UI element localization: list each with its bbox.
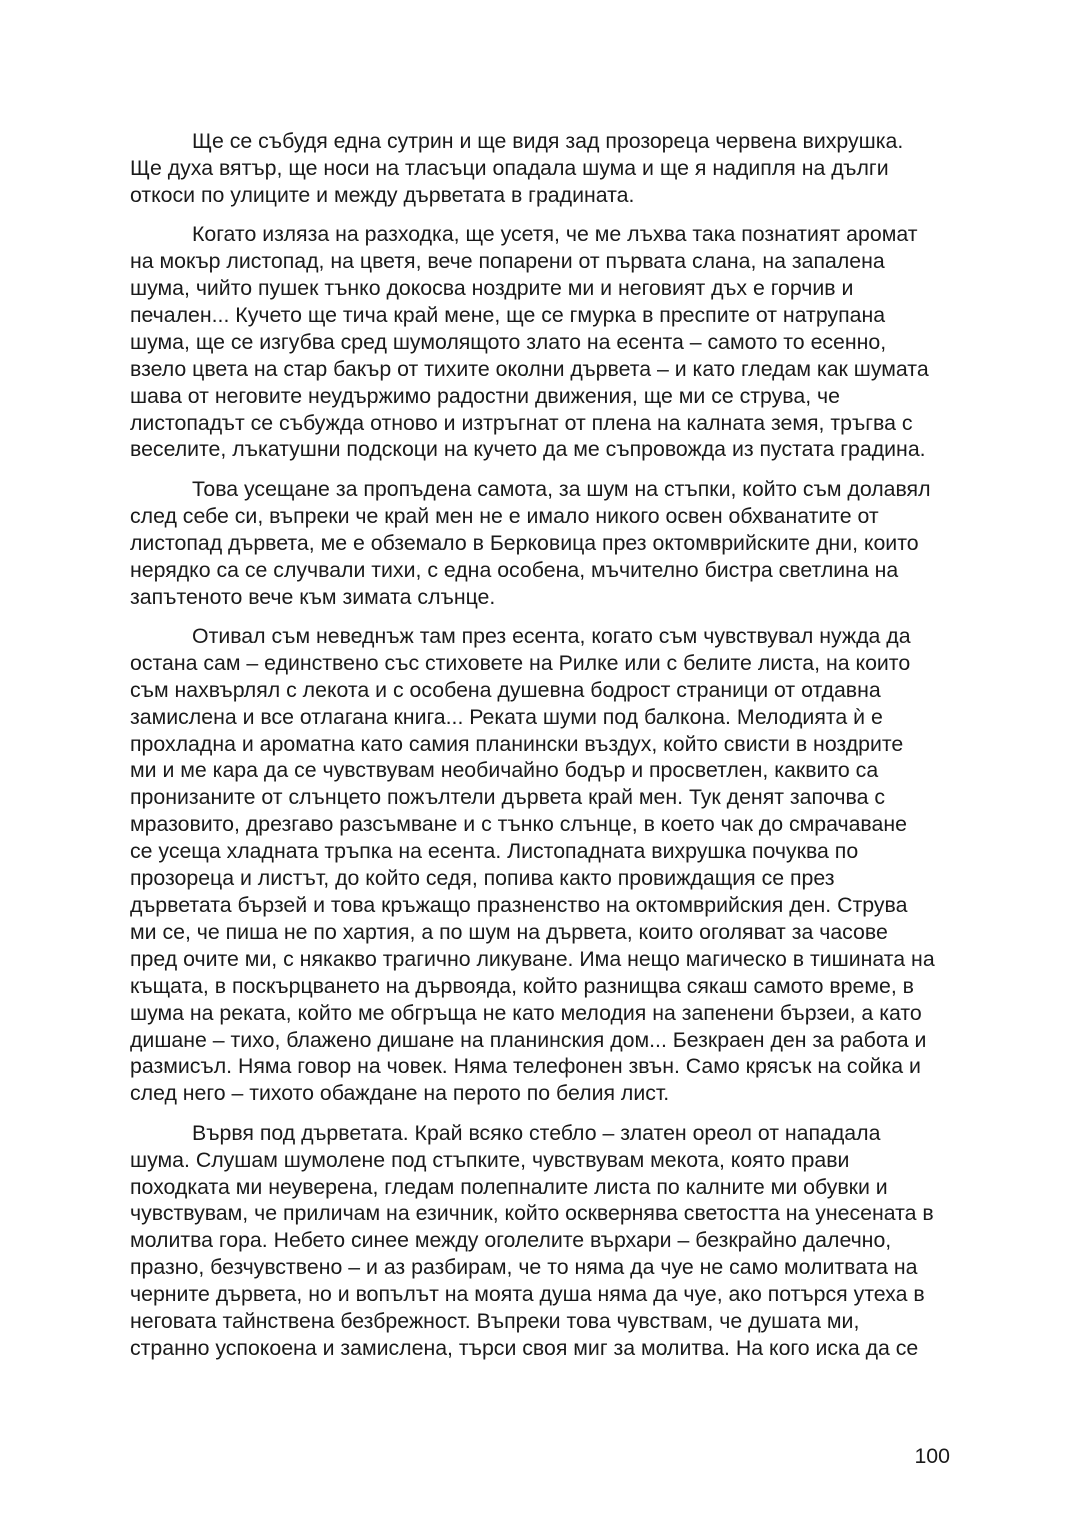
paragraph: Отивал съм неведнъж там през есента, когато съм чувствувал нужда да остана сам – единствено със стиховете на Рилке или с белите листа, на които съм нахвърлял с лекота и с особена душевна бодрост страници от отдавна замислена и все отлагана книга... Реката шуми под балкона. Мелодията ѝ е прохладна и ароматна като самия планински въздух, който свисти в ноздрите ми и ме кара да се чувствувам необичайно бодър и просветлен, каквито са пронизаните от слънцето пожълтели дървета край мен. Тук денят започва с мразовито, дрезгаво разсъмване и с тънко слънце, в което чак до смрачаване се усеща хладната тръпка на есента. Листопадната вихрушка почуква по прозореца и листът, до който седя, попива както провиждащия се през дърветата бързей и това кръжащо празненство на октомврийския ден. Струва ми се, че пиша не по хартия, а по шум на дървета, които оголяват за часове пред очите ми, с някакво трагично ликуване. Има нещо магическо в тишината на къщата, в поскърцването на дървояда, който разнищва сякаш самото време, в шума на реката, който ме обгръща не като мелодия на запенени бързеи, а като дишане – тихо, блажено дишане на планинския дом... Безкраен ден за работа и размисъл. Няма говор на човек. Няма телефонен звън. Само крясък на сойка и след него – тихото обаждане на перото по белия лист.: [130, 623, 935, 1106]
paragraph: Вървя под дърветата. Край всяко стебло – златен ореол от нападала шума. Слушам шумолене под стъпките, чувствувам мекота, която прави походката ми неуверена, гледам полепналите листа по калните ми обувки и чувствувам, че приличам на езичник, който осквернява светостта на унесената в молитва гора. Небето синее между оголелите върхари – безкрайно далечно, празно, безчувствено – и аз разбирам, че то няма да чуе не само молитвата на черните дървета, но и вопълът на моята душа няма да чуе, ако потърся утеха в неговата тайнствена безбрежност. Въпреки това чувствам, че душата ми, странно успокоена и замислена, търси своя миг за молитва. На кого иска да се: [130, 1120, 934, 1360]
paragraph: Ще се събудя една сутрин и ще видя зад прозореца червена вихрушка. Ще духа вятър, ще носи на тласъци опадала шума и ще я надипля на дълги откоси по улиците и между дърветата в градината.: [130, 129, 904, 207]
paragraph: Това усещане за пропъдена самота, за шум на стъпки, който съм долавял след себе си, въпреки че край мен не е имало никого освен обхванатите от листопад дървета, ме е обземало в Берковица през октомврийските дни, които нерядко са се случвали тихи, с една особена, мъчително бистра светлина на запътеното вече към зимата слънце.: [130, 476, 931, 609]
page-number: 100: [914, 1444, 950, 1468]
paragraph: Когато изляза на разходка, ще усетя, че ме лъхва така познатият аромат на мокър листопад, на цветя, вече попарени от първата слана, на запалена шума, чийто пушек тънко докосва ноздрите ми и неговият дъх е горчив и печален... Кучето ще тича край мене, ще се гмурка в преспите от натрупана шума, ще се изгубва сред шумолящото злато на есента – самото то есенно, взело цвета на стар бакър от тихите околни дървета – и като гледам как шумата шава от неговите неудържимо радостни движения, ще ми се струва, че листопадът се събужда отново и изтръгнат от плена на калната земя, тръгва с веселите, лъкатушни подскоци на кучето да ме съпровожда из пустата градина.: [130, 222, 929, 462]
document-body: [130, 128, 952, 1374]
